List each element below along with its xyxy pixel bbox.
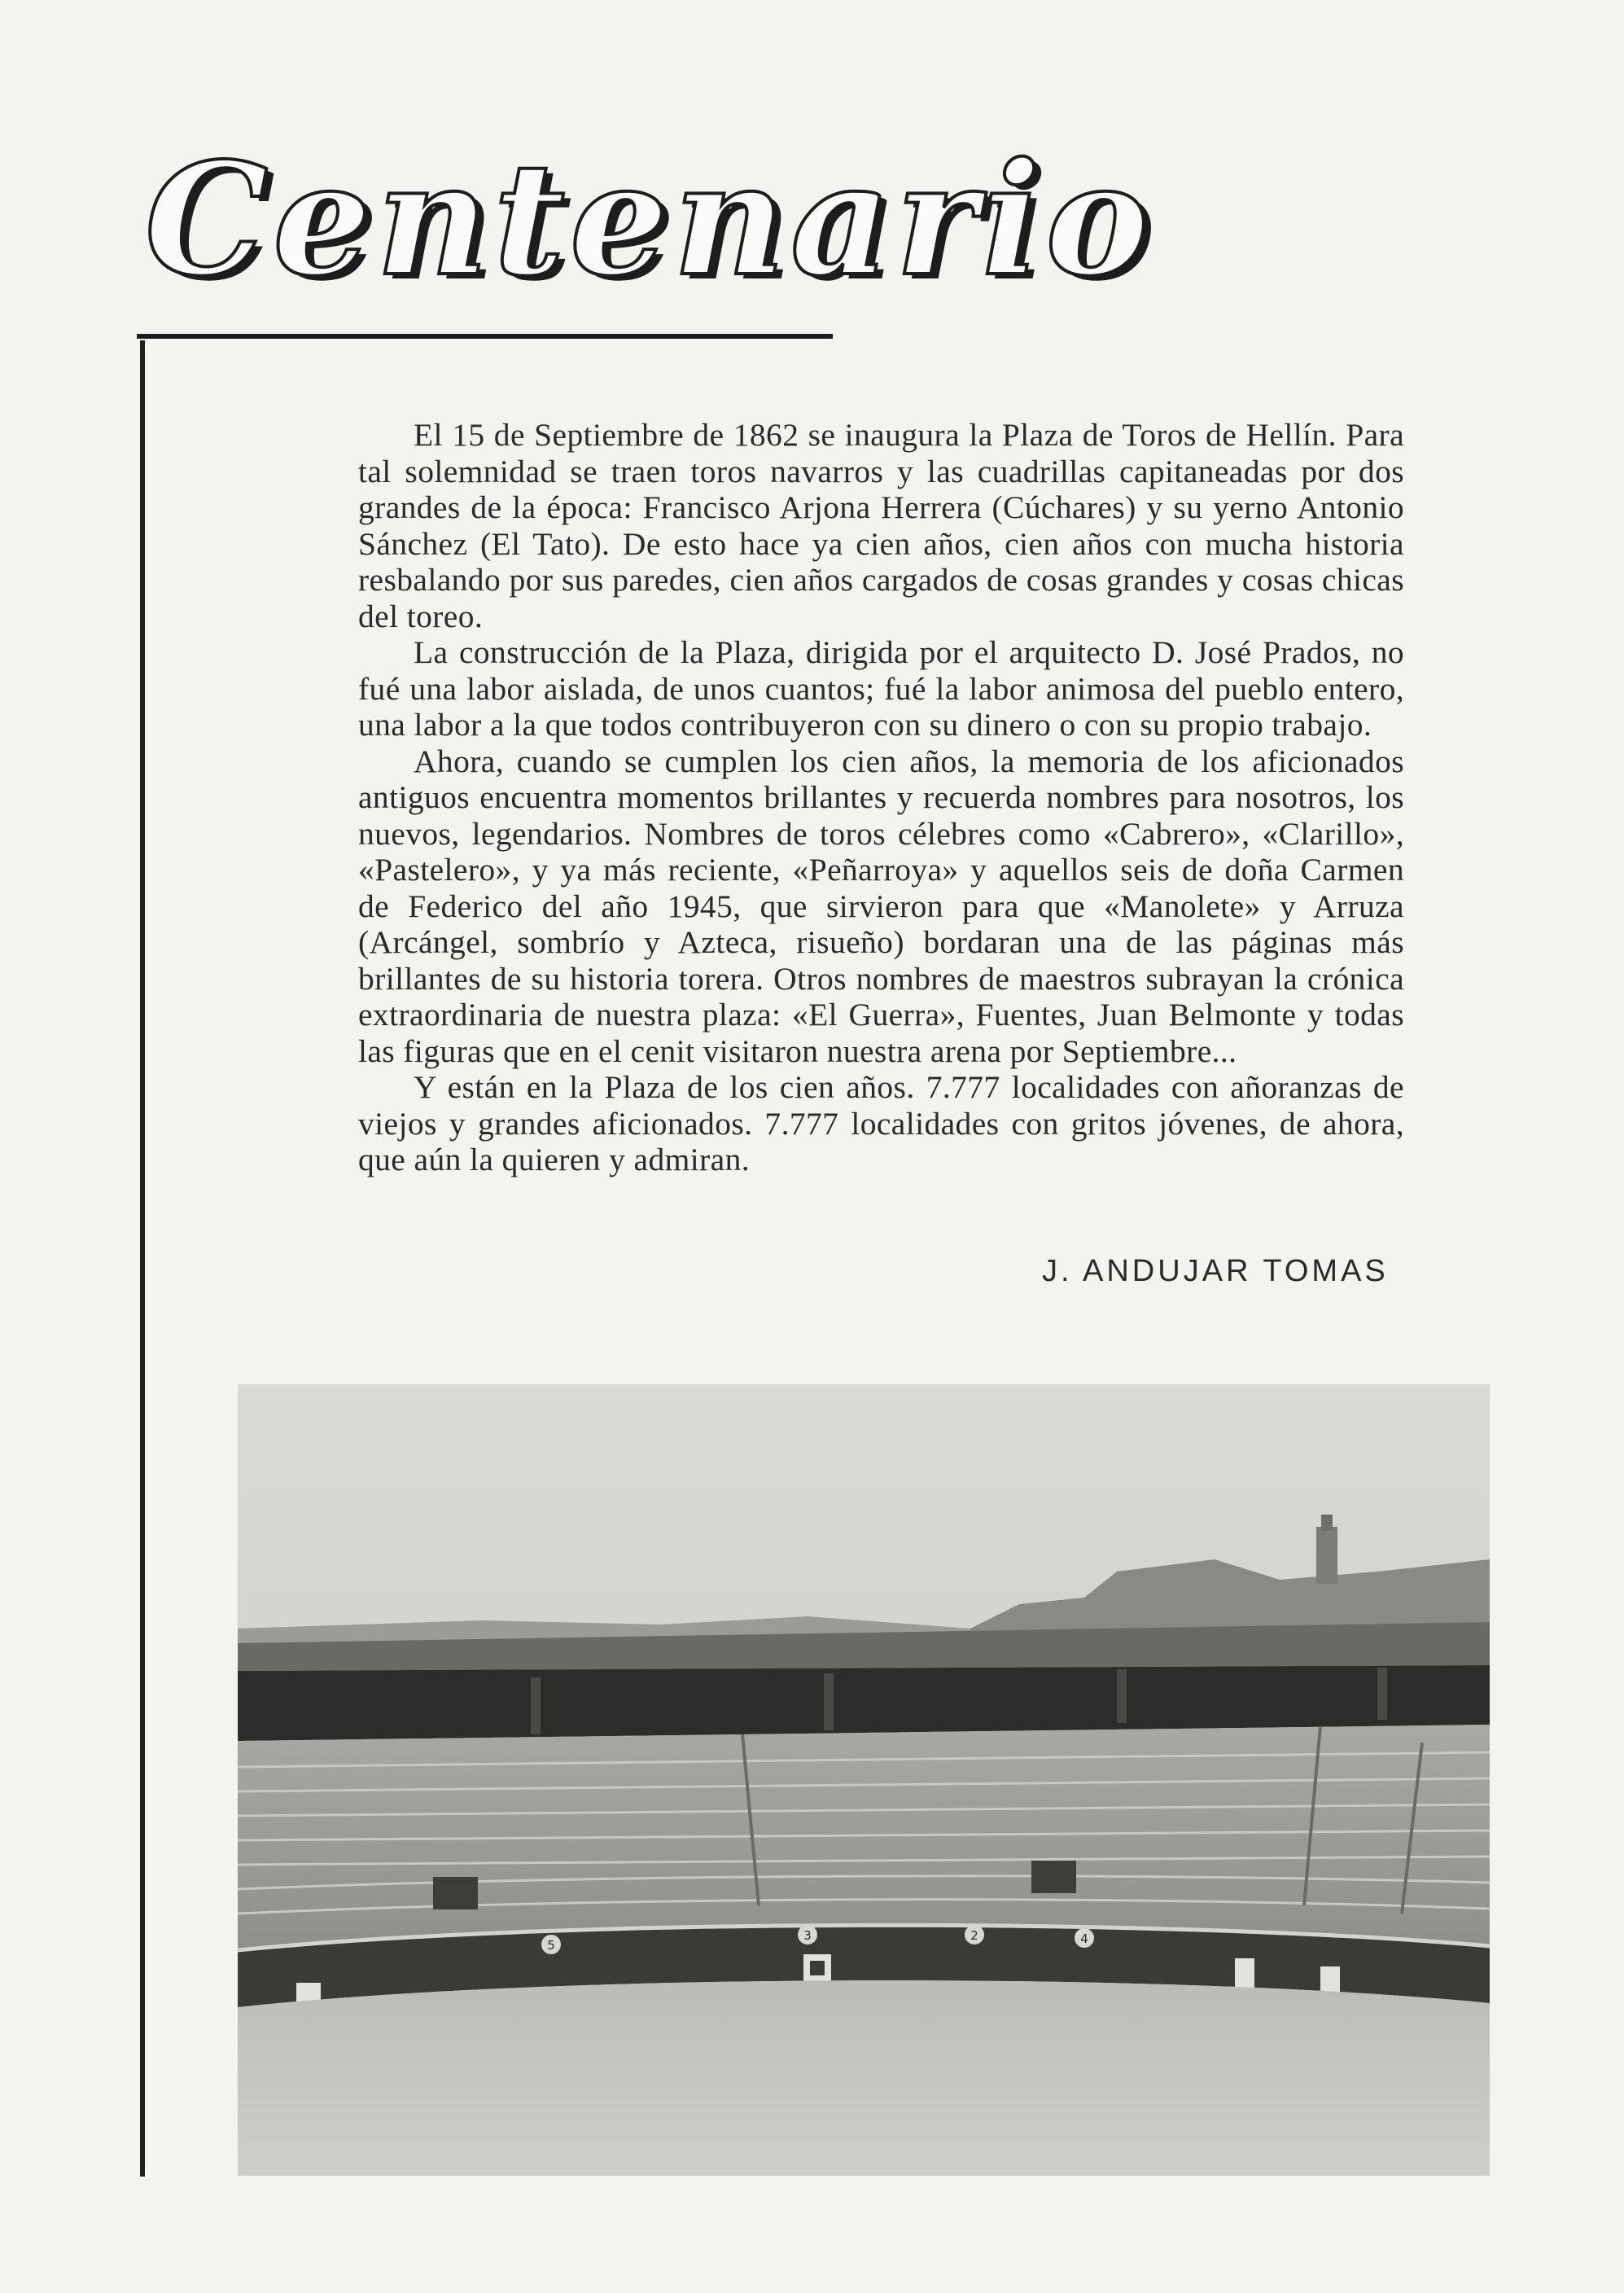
gate-number-label: 3 xyxy=(803,1928,812,1943)
paragraph-1: El 15 de Septiembre de 1862 se inaugura la Plaza de Toros de Hellín. Para tal solemnidad se traen toros navarros y las cuadrillas capitaneadas por dos grandes de la época: Francisco Arjona Herrera (Cúchares) y su yerno Antonio Sánchez (El Tato). De esto hace ya cien años, cien años con mucha historia resbalando por sus paredes, cien años cargados de cosas grandes y cosas chicas del toreo. xyxy=(358,417,1404,634)
author-signature: J. ANDUJAR TOMAS xyxy=(1042,1254,1389,1288)
gate-number-label: 4 xyxy=(1080,1931,1088,1946)
page-title: Centenario xyxy=(145,129,1154,310)
bullring-photo xyxy=(238,1384,1490,2176)
gate-number-label: 2 xyxy=(970,1928,978,1943)
paragraph-3: Ahora, cuando se cumplen los cien años, la memoria de los aficionados antiguos encuentra momentos brillantes y recuerda nombres para nosotros, los nuevos, legendarios. Nombres de toros célebres como «Cabrero», «Clarillo», «Pastelero», y ya más reciente, «Peñarroya» y aquellos seis de doña Carmen de Federico del año 1945, que sirvieron para que «Manolete» y Arruza (Arcángel, sombrío y Azteca, risueño) bordaran una de las páginas más brillantes de su historia torera. Otros nombres de maestros subrayan la crónica extraordinaria de nuestra plaza: «El Guerra», Fuentes, Juan Belmonte y todas las figuras que en el cenit visitaron nuestra arena por Septiembre... xyxy=(358,743,1404,1069)
paragraph-2: La construcción de la Plaza, dirigida por el arquitecto D. José Prados, no fué una labor aislada, de unos cuantos; fué la labor animosa del pueblo entero, una labor a la que todos contribuyeron con su dinero o con su propio trabajo. xyxy=(358,634,1404,743)
title-rule xyxy=(137,334,833,339)
paragraph-4: Y están en la Plaza de los cien años. 7.777 localidades con añoranzas de viejos y grandes aficionados. 7.777 localidades con gritos jóvenes, de ahora, que aún la quieren y admiran. xyxy=(358,1069,1404,1177)
margin-rule xyxy=(140,340,145,2177)
bullring-photo-icon xyxy=(238,1384,1490,2176)
gate-number-label: 5 xyxy=(547,1938,555,1953)
article-body xyxy=(358,417,1404,1178)
